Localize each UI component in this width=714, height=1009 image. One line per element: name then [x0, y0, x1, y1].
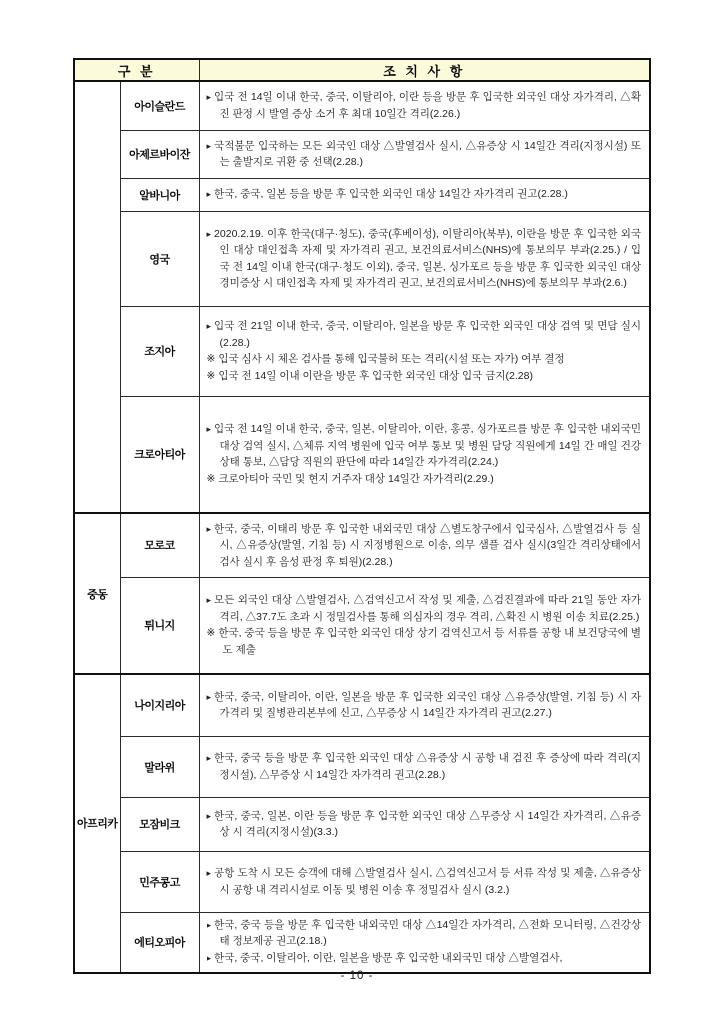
measure-text: 한국, 중국, 이탈리아, 이란, 일본을 방문 후 입국한 외국인 대상 △유증상(발열, 기침 등) 시 자가격리 및 질병관리본부에 신고, △무증상 시 14일간 자가격리 권고(2.27.): [214, 690, 642, 720]
measures-cell: [199, 211, 650, 306]
bullet-icon: ▸: [206, 919, 212, 930]
country-cell: 모로코: [120, 513, 199, 577]
bullet-icon: ▸: [206, 810, 212, 821]
table-row: [74, 674, 650, 736]
measure-text: 한국, 중국 등을 방문 후 입국한 내외국민 대상 △14일간 자가격리, △전화 모니터링, △건강상태 정보제공 권고(2.18.): [214, 918, 642, 947]
bullet-icon: ▸: [206, 868, 212, 878]
bullet-icon: ▸: [206, 595, 212, 606]
country-cell: 영국: [120, 211, 199, 306]
measure-item: [207, 625, 642, 658]
country-cell: 아이슬란드: [120, 81, 199, 130]
measure-text: 2020.2.19. 이후 한국(대구·청도), 중국(후베이성), 이탈리아(북부), 이란을 방문 후 입국한 외국인 대상 대인접촉 자제 및 자가격리 권고, 보건의료서비스(NHS)에 통보의무 부과(2.25.) / 입국 전 14일 이내 한국(대구·청도 이외), 중국, 일본, 싱가포르 등을 방문 후 입국한 외국인 대상 경미증상 시 대인접촉 자제 및 자가격리 권고, 보건의료서비스(NHS)에 통보의무 부과(2.6.): [214, 227, 642, 289]
measure-item: [207, 750, 642, 783]
table-row: [74, 81, 650, 130]
measures-cell: [199, 674, 650, 736]
country-cell: 민주콩고: [120, 851, 199, 912]
measure-item: [207, 808, 642, 841]
bullet-icon: ▸: [206, 228, 212, 239]
measures-cell: [199, 178, 650, 211]
measure-item: [207, 592, 642, 625]
table-row: [74, 130, 650, 178]
measure-item: [207, 689, 642, 722]
group-cell-europe: [74, 81, 120, 513]
measures-cell: [199, 81, 650, 130]
reference-mark-icon: ※: [206, 369, 216, 382]
bullet-icon: ▸: [206, 140, 212, 151]
table-row: [74, 396, 650, 513]
measure-item: [207, 865, 642, 898]
measures-table: [73, 58, 651, 974]
table-row: [74, 912, 650, 973]
reference-mark-icon: ※: [206, 353, 216, 365]
table-row: [74, 577, 650, 674]
measure-item: [207, 89, 642, 122]
measure-text: 입국 전 14일 이내 이란을 방문 후 입국한 외국인 대상 입국 금지(2.28): [218, 369, 533, 382]
measure-text: 입국 심사 시 체온 검사를 통해 입국불허 또는 격리(시설 또는 자가) 여부 결정: [218, 353, 565, 365]
measure-item: [207, 138, 642, 171]
measure-text: 한국, 중국, 이탈리아, 이란, 일본을 방문 후 입국한 내외국민 대상 △발열검사,: [214, 951, 563, 964]
country-cell: 크로아티아: [120, 396, 199, 513]
header-measures: 조 치 사 항: [199, 59, 650, 81]
measures-cell: [199, 513, 650, 577]
reference-mark-icon: ※: [206, 472, 216, 485]
measure-text: 한국, 중국, 일본, 이란 등을 방문 후 입국한 외국인 대상 △무증상 시 14일간 자가격리, △유증상 시 격리(지정시설)(3.3.): [214, 809, 642, 838]
header-category: 구 분: [74, 59, 199, 81]
measures-cell: [199, 912, 650, 973]
table-row: [74, 851, 650, 912]
bullet-icon: ▸: [206, 189, 212, 200]
measures-cell: [199, 736, 650, 797]
table-row: [74, 736, 650, 797]
country-cell: 모잠비크: [120, 797, 199, 851]
country-cell: 말라위: [120, 736, 199, 797]
table-row: [74, 211, 650, 306]
measure-item: [207, 318, 642, 351]
measure-text: 한국, 중국, 이태리 방문 후 입국한 내외국민 대상 △별도창구에서 입국심사, △발열검사 등 실시, △유증상(발열, 기침 등) 시 지정병원으로 이송, 의무 샘플 검사 실시(3일간 격리상태에서 검사 실시 후 음성 판정 후 퇴원)(2.28.): [214, 522, 642, 568]
table-row: [74, 306, 650, 396]
measures-cell: [199, 851, 650, 912]
bullet-icon: ▸: [206, 952, 212, 963]
group-cell-middle-east: 중동: [74, 513, 120, 674]
measure-text: 한국, 중국, 일본 등을 방문 후 입국한 외국인 대상 14일간 자가격리 권고(2.28.): [214, 188, 568, 201]
measure-item: [207, 521, 642, 571]
bullet-icon: ▸: [206, 691, 212, 702]
country-cell: 튀니지: [120, 577, 199, 674]
measure-item: [207, 917, 642, 950]
measure-text: 입국 전 21일 이내 한국, 중국, 이탈리아, 일본을 방문 후 입국한 외국인 대상 검역 및 면담 실시(2.28.): [214, 320, 642, 349]
measure-text: 국적불문 입국하는 모든 외국인 대상 △발열검사 실시, △유증상 시 14일간 격리(지정시설) 또는 출발지로 귀환 중 선택(2.28.): [214, 139, 642, 168]
bullet-icon: ▸: [206, 92, 212, 103]
measure-item: [207, 368, 642, 385]
reference-mark-icon: ※: [206, 627, 216, 640]
measures-cell: [199, 306, 650, 396]
measures-cell: [199, 130, 650, 178]
country-cell: 나이지리아: [120, 674, 199, 736]
country-cell: 조지아: [120, 306, 199, 396]
measures-cell: [199, 396, 650, 513]
bullet-icon: ▸: [206, 753, 212, 763]
measure-text: 입국 전 14일 이내 한국, 중국, 일본, 이탈리아, 이란, 홍콩, 싱가포르를 방문 후 입국한 내외국민 대상 검역 실시, △체류 지역 병원에 입국 여부 통보 및 병원 담당 직원에게 14일 간 매일 건강상태 통보, △담당 직원의 판단에 따라 14일간 자가격리(2.24.): [214, 423, 642, 469]
measure-text: 한국, 중국 등을 방문 후 입국한 외국인 대상 상기 검역신고서 등 서류를 공항 내 보건당국에 별도 제출: [218, 627, 641, 656]
measure-item: [207, 421, 642, 471]
measures-cell: [199, 797, 650, 851]
measure-item: [207, 950, 642, 967]
clipped-content: [207, 917, 642, 967]
measure-item: [207, 186, 642, 203]
country-cell: 에티오피아: [120, 912, 199, 973]
measure-text: 모든 외국인 대상 △발열검사, △검역신고서 작성 및 제출, △검진결과에 따라 21일 동안 자가격리, △37.7도 초과 시 정밀검사를 통해 의심자의 경우 격리, △확진 시 병원 이송 치료(2.25.): [214, 594, 642, 623]
measure-item: [207, 351, 642, 368]
measure-item: [207, 471, 642, 488]
table-row: [74, 178, 650, 211]
country-cell: 아제르바이잔: [120, 130, 199, 178]
bullet-icon: ▸: [206, 523, 212, 534]
table-header-row: [74, 59, 650, 81]
bullet-icon: ▸: [206, 321, 212, 331]
measure-text: 입국 전 14일 이내 한국, 중국, 이탈리아, 이란 등을 방문 후 입국한 외국인 대상 자가격리, △확진 판정 시 발열 증상 소거 후 최대 10일간 격리(2.26.): [214, 91, 642, 120]
group-cell-africa: 아프리카: [74, 674, 120, 973]
country-cell: 알바니아: [120, 178, 199, 211]
measure-text: 한국, 중국 등을 방문 후 입국한 외국인 대상 △유증상 시 공항 내 검진 후 증상에 따라 격리(지정시설), △무증상 시 14일간 자가격리 권고(2.28.): [214, 752, 642, 781]
page-number: - 10 -: [340, 970, 374, 982]
table-row: [74, 513, 650, 577]
measure-item: [207, 226, 642, 292]
measure-text: 공항 도착 시 모든 승객에 대해 △발열검사 실시, △검역신고서 등 서류 작성 및 제출, △유증상 시 공항 내 격리시설로 이동 및 병원 이송 후 정밀검사 실시 (3.2.): [214, 867, 642, 896]
measures-cell: [199, 577, 650, 674]
bullet-icon: ▸: [206, 424, 212, 435]
measure-text: 크로아티아 국민 및 현지 거주자 대상 14일간 자가격리(2.29.): [218, 472, 494, 485]
table-row: [74, 797, 650, 851]
